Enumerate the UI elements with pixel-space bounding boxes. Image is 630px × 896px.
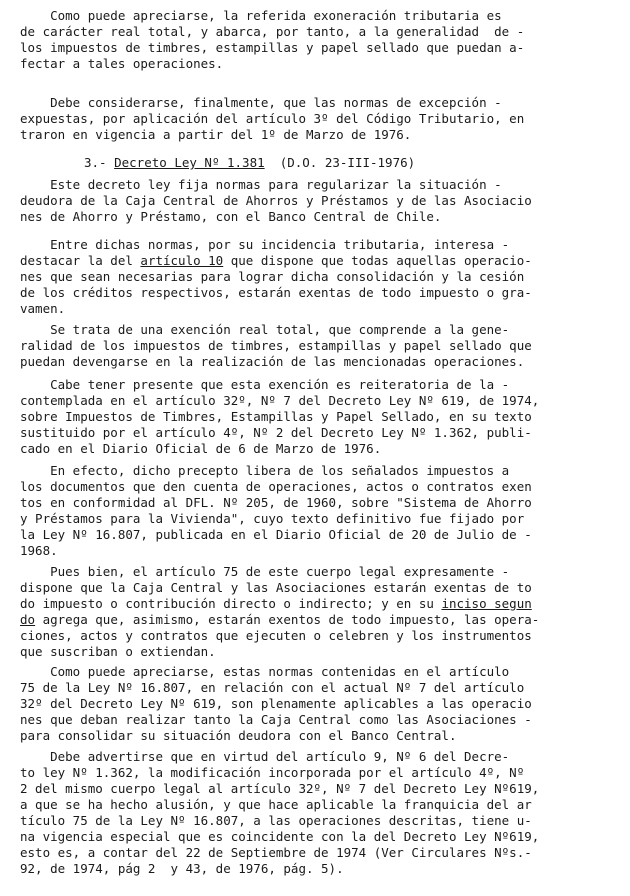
text-line: 75 de la Ley Nº 16.807, en relación con el actual Nº 7 del artículo — [20, 680, 525, 695]
text-line: que suscriban o extiendan. — [20, 644, 216, 659]
paragraph — [20, 322, 620, 370]
text-line: Entre dichas normas, por su incidencia tributaria, interesa - — [20, 237, 510, 252]
text-line: de carácter real total, y abarca, por tanto, a la generalidad de - — [20, 24, 525, 39]
heading-title: Decreto Ley Nº 1.381 — [114, 155, 265, 170]
text-line: tos en conformidad al DFL. Nº 205, de 1960, sobre "Sistema de Ahorro — [20, 495, 532, 510]
text-line-underlined-inciso: do impuesto o contribución directo o indirecto; y en su inciso segun — [20, 596, 532, 611]
text-line: nes de Ahorro y Préstamo, con el Banco Central de Chile. — [20, 209, 442, 224]
text-line: de los créditos respectivos, estarán exentas de todo impuesto o gra- — [20, 285, 532, 300]
paragraph — [20, 177, 620, 225]
text-line-underlined-article: destacar la del artículo 10 que dispone que todas aquellas operacio- — [20, 253, 532, 268]
text-line: la Ley Nº 16.807, publicada en el Diario Oficial de 20 de Julio de - — [20, 527, 532, 542]
text-line: deudora de la Caja Central de Ahorros y Préstamos y de las Asociacio — [20, 193, 532, 208]
paragraph — [20, 377, 620, 457]
paragraph — [20, 463, 620, 559]
text-line: dispone que la Caja Central y las Asociaciones estarán exentas de to — [20, 580, 532, 595]
paragraph — [20, 564, 620, 660]
underlined-reference: inciso segun — [441, 596, 532, 611]
text-line: traron en vigencia a partir del 1º de Marzo de 1976. — [20, 127, 412, 142]
text-line: sustituido por el artículo 4º, Nº 2 del Decreto Ley Nº 1.362, publi- — [20, 425, 532, 440]
text-line: fectar a tales operaciones. — [20, 56, 224, 71]
paragraph — [20, 95, 620, 143]
heading-source: (D.O. 23-III-1976) — [279, 155, 416, 170]
text-line: vamen. — [20, 301, 66, 316]
text-line: na vigencia especial que es coincidente con la del Decreto Ley Nº619, — [20, 829, 540, 844]
text-line: expuestas, por aplicación del artículo 3º del Código Tributario, en — [20, 111, 525, 126]
text-line: 32º del Decreto Ley Nº 619, son plenamente aplicables a las operacio — [20, 696, 532, 711]
paragraph — [20, 237, 620, 317]
text-line: Debe advertirse que en virtud del artículo 9, Nº 6 del Decre- — [20, 749, 510, 764]
text-line: Como puede apreciarse, la referida exoneración tributaria es — [20, 8, 502, 23]
text-line: Se trata de una exención real total, que comprende a la gene- — [20, 322, 510, 337]
text-line: En efecto, dicho precepto libera de los señalados impuestos a — [20, 463, 510, 478]
text-line: los documentos que den cuenta de operaciones, actos o contratos exen — [20, 479, 532, 494]
text-line: sobre Impuestos de Timbres, Estampillas y Papel Sellado, en su texto — [20, 409, 532, 424]
text-line: 92, de 1974, pág 2 y 43, de 1976, pág. 5). — [20, 861, 344, 876]
text-line: los impuestos de timbres, estampillas y papel sellado que puedan a- — [20, 40, 525, 55]
text-line: contemplada en el artículo 32º, Nº 7 del Decreto Ley Nº 619, de 1974, — [20, 393, 540, 408]
text-line: Cabe tener presente que esta exención es reiteratoria de la - — [20, 377, 510, 392]
paragraph — [20, 749, 620, 877]
text-line: Este decreto ley fija normas para regularizar la situación - — [20, 177, 502, 192]
text-line: 1968. — [20, 543, 58, 558]
text-line: nes que sean necesarias para lograr dicha consolidación y la cesión — [20, 269, 525, 284]
text-line: cado en el Diario Oficial de 6 de Marzo de 1976. — [20, 441, 382, 456]
text-line: para consolidar su situación deudora con el Banco Central. — [20, 728, 457, 743]
text-line: 2 del mismo cuerpo legal al artículo 32º, Nº 7 del Decreto Ley Nº619, — [20, 781, 540, 796]
text-line: tículo 75 de la Ley Nº 16.807, a las operaciones descritas, tiene u- — [20, 813, 532, 828]
section-heading — [20, 155, 620, 171]
text-line: esto es, a contar del 22 de Septiembre de 1974 (Ver Circulares Nºs.- — [20, 845, 532, 860]
paragraph — [20, 664, 620, 744]
text-line: y Préstamos para la Vivienda", cuyo texto definitivo fue fijado por — [20, 511, 525, 526]
paragraph — [20, 8, 620, 72]
text-line: puedan devengarse en la realización de las mencionadas operaciones. — [20, 354, 525, 369]
text-line: ralidad de los impuestos de timbres, estampillas y papel sellado que — [20, 338, 532, 353]
text-line: Como puede apreciarse, estas normas contenidas en el artículo — [20, 664, 510, 679]
underlined-reference: do — [20, 612, 36, 627]
text-line: to ley Nº 1.362, la modificación incorporada por el artículo 4º, Nº — [20, 765, 525, 780]
text-line: Debe considerarse, finalmente, que las normas de excepción - — [20, 95, 502, 110]
text-line: a que se ha hecho alusión, y que hace aplicable la franquicia del ar — [20, 797, 532, 812]
text-line: nes que deban realizar tanto la Caja Central como las Asociaciones - — [20, 712, 532, 727]
text-line: Pues bien, el artículo 75 de este cuerpo legal expresamente - — [20, 564, 510, 579]
text-line: ciones, actos y contratos que ejecuten o celebren y los instrumentos — [20, 628, 532, 643]
heading-number: 3.- — [84, 155, 107, 170]
text-line-underlined-inciso: do agrega que, asimismo, estarán exentos de todo impuesto, las opera- — [20, 612, 540, 627]
underlined-reference: artículo 10 — [140, 253, 224, 268]
